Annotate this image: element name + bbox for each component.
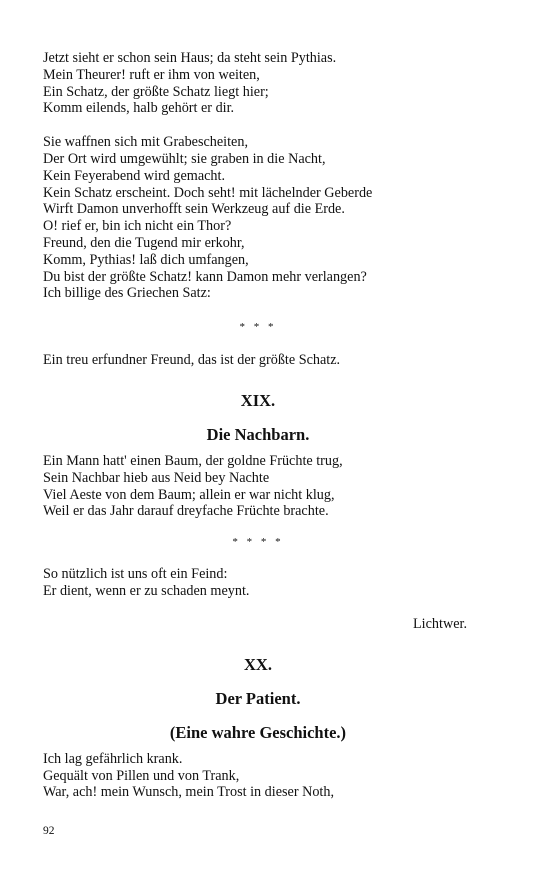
page-body bbox=[43, 50, 473, 801]
verse-line: Komm eilends, halb gehört er dir. bbox=[43, 100, 235, 117]
stanza-house bbox=[43, 50, 473, 117]
stanza-gap bbox=[43, 550, 473, 566]
stanza-gap bbox=[43, 117, 473, 134]
verse-line: Ein treu erfundner Freund, das ist der größte Schatz. bbox=[43, 352, 341, 369]
heading-gap bbox=[43, 743, 473, 751]
stanza-neighbours bbox=[43, 453, 473, 520]
verse-line: Wirft Damon unverhofft sein Werkzeug auf die Erde. bbox=[43, 201, 345, 218]
verse-line: Du bist der größte Schatz! kann Damon mehr verlangen? bbox=[43, 268, 367, 285]
verse-line: Kein Feyerabend wird gemacht. bbox=[43, 167, 226, 184]
section-separator: * * * * bbox=[232, 536, 284, 549]
verse-line: Ein Schatz, der größte Schatz liegt hier; bbox=[43, 83, 269, 100]
stanza-gap bbox=[43, 600, 473, 616]
moral-line bbox=[43, 352, 473, 369]
verse-line: Sein Nachbar hieb aus Neid bey Nachte bbox=[43, 469, 270, 486]
verse-line: Kein Schatz erscheint. Doch seht! mit lächelnder Geberde bbox=[43, 184, 373, 201]
verse-line: Mein Theurer! ruft er ihm von weiten, bbox=[43, 66, 260, 83]
stanza-gap bbox=[43, 335, 473, 352]
stanza-gap bbox=[43, 520, 473, 534]
verse-line: Ich billige des Griechen Satz: bbox=[43, 285, 211, 302]
heading-gap bbox=[43, 445, 473, 453]
heading-gap bbox=[43, 675, 473, 689]
verse-line: Komm, Pythias! laß dich umfangen, bbox=[43, 251, 249, 268]
verse-line: Ein Mann hatt' einen Baum, der goldne Früchte trug, bbox=[43, 452, 343, 469]
page-number: 92 bbox=[43, 825, 55, 837]
stanza-digging bbox=[43, 134, 473, 302]
verse-line: O! rief er, bin ich nicht ein Thor? bbox=[43, 218, 232, 235]
verse-line: Weil er das Jahr darauf dreyfache Früchte brachte. bbox=[43, 503, 329, 520]
verse-line: Sie waffnen sich mit Grabescheiten, bbox=[43, 134, 248, 151]
stanza-gap bbox=[43, 302, 473, 319]
poem-number: XIX. bbox=[240, 390, 276, 410]
poem-subtitle: (Eine wahre Geschichte.) bbox=[169, 722, 347, 742]
section-gap bbox=[43, 633, 473, 655]
verse-line: Gequält von Pillen und von Trank, bbox=[43, 767, 240, 784]
section-separator: * * * bbox=[239, 321, 277, 334]
verse-line: Jetzt sieht er schon sein Haus; da steht sein Pythias. bbox=[43, 50, 337, 66]
stanza-enemy bbox=[43, 566, 473, 600]
verse-line: So nützlich ist uns oft ein Feind: bbox=[43, 566, 228, 583]
verse-line: Freund, den die Tugend mir erkohr, bbox=[43, 234, 245, 251]
heading-gap bbox=[43, 709, 473, 723]
poem-number: XX. bbox=[244, 654, 272, 674]
section-gap bbox=[43, 369, 473, 391]
verse-line: Der Ort wird umgewühlt; sie graben in die Nacht, bbox=[43, 150, 326, 167]
author-name: Lichtwer. bbox=[413, 615, 467, 632]
stanza-patient bbox=[43, 751, 473, 801]
verse-line: Er dient, wenn er zu schaden meynt. bbox=[43, 582, 250, 599]
heading-gap bbox=[43, 411, 473, 425]
poem-title: Die Nachbarn. bbox=[206, 424, 310, 444]
verse-line: War, ach! mein Wunsch, mein Trost in dieser Noth, bbox=[43, 784, 335, 801]
verse-line: Viel Aeste von dem Baum; allein er war nicht klug, bbox=[43, 486, 335, 503]
verse-line: Ich lag gefährlich krank. bbox=[43, 750, 183, 767]
poem-title: Der Patient. bbox=[215, 688, 301, 708]
